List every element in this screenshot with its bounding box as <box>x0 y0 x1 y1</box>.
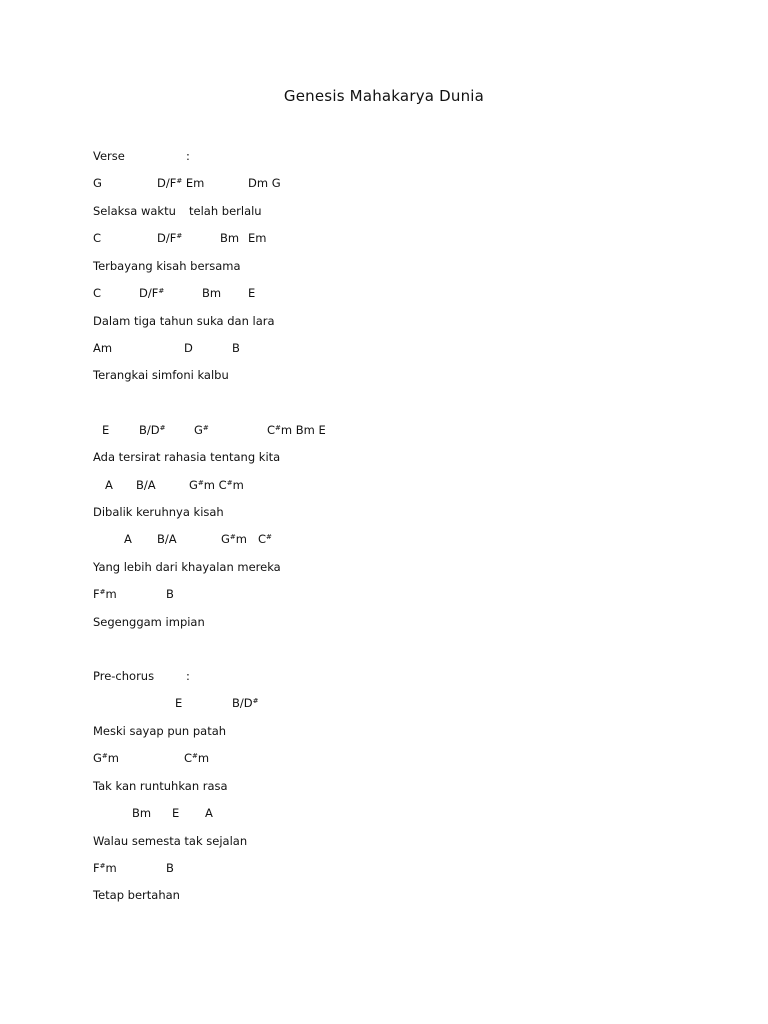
sharp-sign: # <box>192 752 198 760</box>
chord: Bm <box>202 286 222 300</box>
chord: A <box>105 478 113 492</box>
section-label-text: Verse <box>93 149 125 163</box>
sharp-sign: # <box>99 862 106 870</box>
chord: C <box>93 286 102 300</box>
chord: B/A <box>136 478 156 492</box>
chord: E <box>248 286 256 300</box>
chord: C# <box>258 532 272 546</box>
chord: Am <box>93 341 113 355</box>
chord: G <box>93 176 102 190</box>
lyric-text: Dibalik keruhnya kisah <box>93 505 224 519</box>
chord: B <box>232 341 240 355</box>
sharp-sign: # <box>202 424 209 432</box>
lyric-text: Selaksa waktu <box>93 204 176 218</box>
sharp-sign: # <box>176 177 183 185</box>
chord: E <box>175 696 183 710</box>
chord: B/D# <box>232 696 259 710</box>
lyric-text: Walau semesta tak sejalan <box>93 834 248 848</box>
chord: Em <box>248 231 267 245</box>
sharp-sign: # <box>197 479 204 487</box>
lyric-text: telah berlalu <box>189 204 262 218</box>
page-title: Genesis Mahakarya Dunia <box>283 87 485 105</box>
chord: F#m <box>93 587 117 601</box>
chord: D/F# <box>157 231 183 245</box>
lyric-text: Yang lebih dari khayalan mereka <box>93 560 281 574</box>
lyric-text: Segenggam impian <box>93 615 205 629</box>
chord: C#m <box>184 751 210 765</box>
chord: Dm G <box>248 176 281 190</box>
chord: B <box>166 587 174 601</box>
sharp-sign: # <box>266 533 272 541</box>
sharp-sign: # <box>158 287 165 295</box>
chord: B/A <box>157 532 177 546</box>
chord: E <box>102 423 110 437</box>
sharp-sign: # <box>159 424 166 432</box>
sharp-sign: # <box>229 533 236 541</box>
chord: G#m <box>93 751 119 765</box>
chord: G#m <box>221 532 247 546</box>
lyric-text: Meski sayap pun patah <box>93 724 227 738</box>
sharp-sign: # <box>101 752 108 760</box>
chord: D/F# <box>139 286 165 300</box>
lyric-text: Terbayang kisah bersama <box>93 259 241 273</box>
chord: C#m Bm E <box>267 423 326 437</box>
lyric-text: Tak kan runtuhkan rasa <box>93 779 228 793</box>
chord: D <box>184 341 193 355</box>
chord: B <box>166 861 174 875</box>
sharp-sign: # <box>252 697 259 705</box>
section-label-text: Pre-chorus <box>93 669 155 683</box>
chord: A <box>124 532 132 546</box>
section-label-text: : <box>186 669 190 683</box>
chord: G#m C#m <box>189 478 244 492</box>
sharp-sign: # <box>176 232 183 240</box>
chord: B/D# <box>139 423 166 437</box>
lyric-text: Tetap bertahan <box>93 888 180 902</box>
lyric-text: Dalam tiga tahun suka dan lara <box>93 314 275 328</box>
chord: Bm <box>220 231 240 245</box>
lyric-text: Terangkai simfoni kalbu <box>93 368 229 382</box>
chord: C <box>93 231 102 245</box>
sharp-sign: # <box>226 479 233 487</box>
sharp-sign: # <box>99 588 106 596</box>
sharp-sign: # <box>275 424 281 432</box>
chord: F#m <box>93 861 117 875</box>
section-label-text: : <box>186 149 190 163</box>
chord: G# <box>194 423 209 437</box>
chord: Bm <box>132 806 152 820</box>
lyric-text: Ada tersirat rahasia tentang kita <box>93 450 281 464</box>
chord: E <box>172 806 180 820</box>
chord: A <box>205 806 213 820</box>
chord: D/F# Em <box>157 176 205 190</box>
